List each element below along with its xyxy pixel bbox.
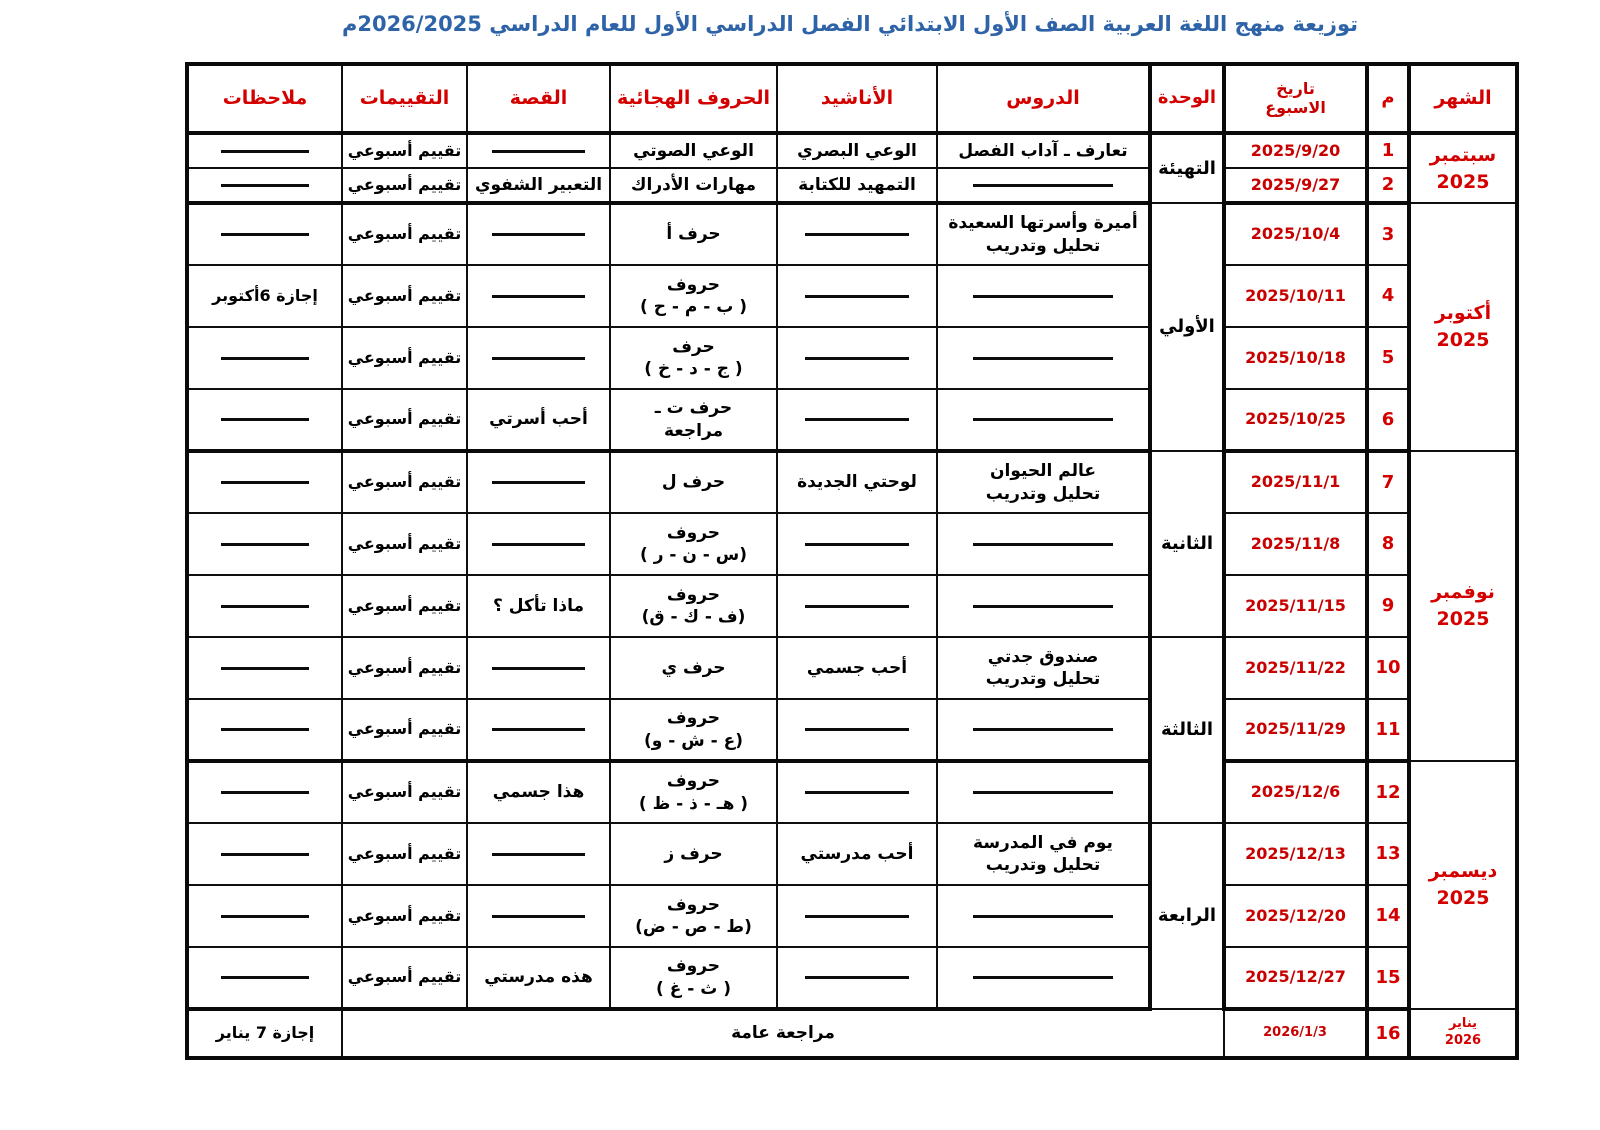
lessons-cell (937, 327, 1150, 389)
dash-line (805, 915, 910, 918)
notes-cell (187, 168, 342, 203)
month-name: يناير (1448, 1016, 1478, 1032)
assessment-cell: تقييم أسبوعي (342, 168, 467, 203)
num-cell: 15 (1367, 947, 1409, 1009)
table-row (187, 823, 1517, 885)
songs-cell: لوحتي الجديدة (777, 451, 937, 513)
page-title: توزيعة منهج اللغة العربية الصف الأول الابتدائي الفصل الدراسي الأول للعام الدراسي 2026/2025م (341, 12, 1359, 36)
assessment-cell: تقييم أسبوعي (342, 451, 467, 513)
songs-cell (777, 203, 937, 265)
num-cell: 12 (1367, 761, 1409, 823)
date-cell: 2025/12/27 (1224, 947, 1367, 1009)
dash-line (492, 728, 585, 731)
unit-cell: التهيئة (1150, 133, 1224, 203)
story-cell: ماذا تأكل ؟ (467, 575, 610, 637)
lesson-title: يوم في المدرسة (973, 832, 1113, 853)
lesson-subtitle: تحليل وتدريب (985, 483, 1101, 504)
story-cell (467, 699, 610, 761)
notes-cell: إجازة 7 يناير (187, 1009, 342, 1058)
letters-word: حروف (666, 274, 721, 295)
num-cell: 3 (1367, 203, 1409, 265)
header-assessments: التقييمات (342, 64, 467, 133)
dash-line (805, 605, 910, 608)
lessons-cell (937, 761, 1150, 823)
lesson-subtitle: تحليل وتدريب (985, 235, 1101, 256)
dash-line (221, 853, 310, 856)
letters-cell (610, 699, 777, 761)
lesson-title: عالم الحيوان (989, 461, 1097, 482)
table-row (187, 133, 1517, 168)
songs-cell (777, 885, 937, 947)
table-row (187, 575, 1517, 637)
assessment-cell: تقييم أسبوعي (342, 203, 467, 265)
letters-cell: الوعي الصوتي (610, 133, 777, 168)
assessment-cell: تقييم أسبوعي (342, 699, 467, 761)
dash-line (221, 605, 310, 608)
month-cell (1409, 203, 1517, 451)
header-songs: الأناشيد (777, 64, 937, 133)
dash-line (492, 481, 585, 484)
dash-line (492, 667, 585, 670)
letters-group: مراجعة (663, 420, 724, 441)
header-row (187, 64, 1517, 133)
lessons-cell (937, 947, 1150, 1009)
story-cell: هذه مدرستي (467, 947, 610, 1009)
story-cell: هذا جسمي (467, 761, 610, 823)
header-month: الشهر (1409, 64, 1517, 133)
notes-cell (187, 133, 342, 168)
month-name: سبتمبر (1429, 143, 1497, 166)
lessons-cell: تعارف ـ آداب الفصل (937, 133, 1150, 168)
dash-line (805, 357, 910, 360)
songs-cell: أحب مدرستي (777, 823, 937, 885)
letters-cell: حرف ي (610, 637, 777, 699)
notes-cell (187, 513, 342, 575)
num-cell: 11 (1367, 699, 1409, 761)
table-row (187, 327, 1517, 389)
date-cell: 2026/1/3 (1224, 1009, 1367, 1058)
table-row (187, 513, 1517, 575)
notes-cell (187, 389, 342, 451)
lessons-cell (937, 451, 1150, 513)
songs-cell: أحب جسمي (777, 637, 937, 699)
num-cell: 16 (1367, 1009, 1409, 1058)
header-notes: ملاحظات (187, 64, 342, 133)
songs-cell (777, 947, 937, 1009)
dash-line (221, 667, 310, 670)
dash-line (492, 295, 585, 298)
dash-line (492, 150, 585, 153)
dash-line (973, 605, 1113, 608)
dash-line (221, 150, 310, 153)
notes-cell (187, 575, 342, 637)
assessment-cell: تقييم أسبوعي (342, 513, 467, 575)
dash-line (973, 728, 1113, 731)
letters-group: ( هـ - ذ - ظ ) (638, 793, 749, 814)
letters-cell (610, 513, 777, 575)
letters-cell: حرف ز (610, 823, 777, 885)
header-unit: الوحدة (1150, 64, 1224, 133)
table-row (187, 168, 1517, 203)
header-letters: الحروف الهجائية (610, 64, 777, 133)
letters-cell (610, 575, 777, 637)
dash-line (221, 481, 310, 484)
letters-cell: مهارات الأدراك (610, 168, 777, 203)
num-cell: 1 (1367, 133, 1409, 168)
table-row (187, 389, 1517, 451)
story-cell: أحب أسرتي (467, 389, 610, 451)
month-year: 2025 (1436, 887, 1490, 909)
unit-cell: الأولي (1150, 203, 1224, 451)
letters-cell (610, 389, 777, 451)
story-cell (467, 637, 610, 699)
num-cell: 6 (1367, 389, 1409, 451)
notes-cell (187, 947, 342, 1009)
header-lessons: الدروس (937, 64, 1150, 133)
date-cell: 2025/10/25 (1224, 389, 1367, 451)
letters-word: حروف (666, 584, 721, 605)
dash-line (492, 915, 585, 918)
songs-cell: التمهيد للكتابة (777, 168, 937, 203)
general-review-cell: مراجعة عامة (342, 1009, 1224, 1058)
story-cell: التعبير الشفوي (467, 168, 610, 203)
assessment-cell: تقييم أسبوعي (342, 761, 467, 823)
letters-group: (ف - ك - ق) (641, 607, 746, 627)
letters-word: حروف (666, 522, 721, 543)
lessons-cell (937, 168, 1150, 203)
date-cell: 2025/12/20 (1224, 885, 1367, 947)
dash-line (221, 976, 310, 979)
header-story: القصة (467, 64, 610, 133)
month-cell (1409, 1009, 1517, 1058)
date-cell: 2025/11/29 (1224, 699, 1367, 761)
dash-line (805, 233, 910, 236)
dash-line (805, 543, 910, 546)
lesson-title: أميرة وأسرتها السعيدة (948, 213, 1138, 234)
assessment-cell: تقييم أسبوعي (342, 885, 467, 947)
dash-line (221, 791, 310, 794)
table-row (187, 885, 1517, 947)
dash-line (973, 357, 1113, 360)
story-cell (467, 327, 610, 389)
dash-line (221, 728, 310, 731)
notes-cell (187, 699, 342, 761)
dash-line (805, 418, 910, 421)
lessons-cell (937, 699, 1150, 761)
num-cell: 13 (1367, 823, 1409, 885)
dash-line (973, 976, 1113, 979)
date-cell: 2025/9/27 (1224, 168, 1367, 203)
letters-word: حرف ت ـ (654, 398, 733, 419)
table-row (187, 637, 1517, 699)
header-week-date-line1: تاريخ (1276, 79, 1315, 99)
notes-cell (187, 327, 342, 389)
letters-cell (610, 885, 777, 947)
letters-group: ( ب - م - ح ) (640, 297, 747, 317)
letters-cell: حرف أ (610, 203, 777, 265)
assessment-cell: تقييم أسبوعي (342, 133, 467, 168)
unit-cell: الثانية (1150, 451, 1224, 637)
story-cell (467, 513, 610, 575)
notes-cell (187, 885, 342, 947)
dash-line (492, 853, 585, 856)
lessons-cell (937, 575, 1150, 637)
songs-cell: الوعي البصري (777, 133, 937, 168)
num-cell: 4 (1367, 265, 1409, 327)
letters-group: ( ث - غ ) (656, 978, 731, 999)
letters-cell (610, 761, 777, 823)
letters-word: حرف (672, 336, 715, 357)
dash-line (492, 543, 585, 546)
letters-cell: حرف ل (610, 451, 777, 513)
num-cell: 5 (1367, 327, 1409, 389)
lesson-subtitle: تحليل وتدريب (985, 855, 1101, 875)
letters-group: (س - ن - ر ) (640, 545, 747, 565)
notes-cell: إجازة 6أكتوبر (187, 265, 342, 327)
month-year: 2025 (1436, 170, 1490, 193)
letters-word: حروف (666, 894, 721, 915)
dash-line (221, 233, 310, 236)
date-cell: 2025/11/22 (1224, 637, 1367, 699)
table-row (187, 203, 1517, 265)
lessons-cell (937, 885, 1150, 947)
header-num: م (1367, 64, 1409, 133)
songs-cell (777, 327, 937, 389)
unit-cell: الثالثة (1150, 637, 1224, 823)
dash-line (805, 295, 910, 298)
lessons-cell (937, 389, 1150, 451)
dash-line (973, 791, 1113, 794)
notes-cell (187, 637, 342, 699)
songs-cell (777, 575, 937, 637)
assessment-cell: تقييم أسبوعي (342, 637, 467, 699)
table-row (187, 451, 1517, 513)
assessment-cell: تقييم أسبوعي (342, 327, 467, 389)
letters-cell (610, 947, 777, 1009)
month-year: 2026 (1444, 1033, 1482, 1048)
letters-group: ( ج - د - خ ) (644, 359, 743, 379)
notes-cell (187, 761, 342, 823)
date-cell: 2025/11/1 (1224, 451, 1367, 513)
num-cell: 9 (1367, 575, 1409, 637)
unit-cell: الرابعة (1150, 823, 1224, 1009)
month-cell (1409, 761, 1517, 1009)
date-cell: 2025/11/8 (1224, 513, 1367, 575)
num-cell: 10 (1367, 637, 1409, 699)
letters-group: (ط - ص - ض) (635, 917, 752, 937)
dash-line (973, 295, 1113, 298)
assessment-cell: تقييم أسبوعي (342, 265, 467, 327)
date-cell: 2025/10/18 (1224, 327, 1367, 389)
story-cell (467, 451, 610, 513)
month-name: ديسمبر (1428, 860, 1498, 883)
notes-cell (187, 823, 342, 885)
date-cell: 2025/12/13 (1224, 823, 1367, 885)
date-cell: 2025/12/6 (1224, 761, 1367, 823)
lessons-cell (937, 637, 1150, 699)
table-row (187, 761, 1517, 823)
assessment-cell: تقييم أسبوعي (342, 575, 467, 637)
assessment-cell: تقييم أسبوعي (342, 389, 467, 451)
letters-cell (610, 327, 777, 389)
assessment-cell: تقييم أسبوعي (342, 823, 467, 885)
lessons-cell (937, 203, 1150, 265)
songs-cell (777, 265, 937, 327)
lessons-cell (937, 265, 1150, 327)
letters-word: حروف (666, 708, 721, 729)
date-cell: 2025/11/15 (1224, 575, 1367, 637)
story-cell (467, 203, 610, 265)
story-cell (467, 265, 610, 327)
lessons-cell (937, 513, 1150, 575)
month-name: نوفمبر (1431, 581, 1495, 604)
dash-line (805, 791, 910, 794)
songs-cell (777, 389, 937, 451)
dash-line (973, 418, 1113, 421)
songs-cell (777, 699, 937, 761)
num-cell: 14 (1367, 885, 1409, 947)
date-cell: 2025/10/11 (1224, 265, 1367, 327)
dash-line (805, 976, 910, 979)
table-row (187, 947, 1517, 1009)
num-cell: 2 (1367, 168, 1409, 203)
date-cell: 2025/10/4 (1224, 203, 1367, 265)
month-name: أكتوبر 2025 (1434, 302, 1492, 351)
month-cell (1409, 451, 1517, 761)
table-row (187, 699, 1517, 761)
lesson-subtitle: تحليل وتدريب (985, 669, 1101, 689)
dash-line (492, 357, 585, 360)
table-row (187, 1009, 1517, 1058)
notes-cell (187, 203, 342, 265)
lesson-title: صندوق جدتي (987, 646, 1099, 667)
letters-word: حروف (666, 956, 721, 977)
dash-line (221, 418, 310, 421)
dash-line (973, 543, 1113, 546)
dash-line (221, 915, 310, 918)
notes-cell (187, 451, 342, 513)
letters-cell (610, 265, 777, 327)
num-cell: 8 (1367, 513, 1409, 575)
dash-line (221, 357, 310, 360)
num-cell: 7 (1367, 451, 1409, 513)
dash-line (805, 728, 910, 731)
letters-group: (ع - ش - و) (644, 730, 743, 751)
date-cell: 2025/9/20 (1224, 133, 1367, 168)
letters-word: حروف (666, 771, 721, 792)
curriculum-table (185, 62, 1519, 1060)
dash-line (973, 184, 1113, 187)
month-year: 2025 (1436, 608, 1490, 630)
header-week-date (1224, 64, 1367, 133)
dash-line (221, 543, 310, 546)
story-cell (467, 823, 610, 885)
story-cell (467, 885, 610, 947)
lessons-cell (937, 823, 1150, 885)
month-cell (1409, 133, 1517, 203)
dash-line (973, 915, 1113, 918)
story-cell (467, 133, 610, 168)
assessment-cell: تقييم أسبوعي (342, 947, 467, 1009)
songs-cell (777, 761, 937, 823)
header-week-date-line2: الاسبوع (1265, 97, 1326, 117)
dash-line (492, 233, 585, 236)
songs-cell (777, 513, 937, 575)
dash-line (221, 184, 310, 187)
table-row (187, 265, 1517, 327)
